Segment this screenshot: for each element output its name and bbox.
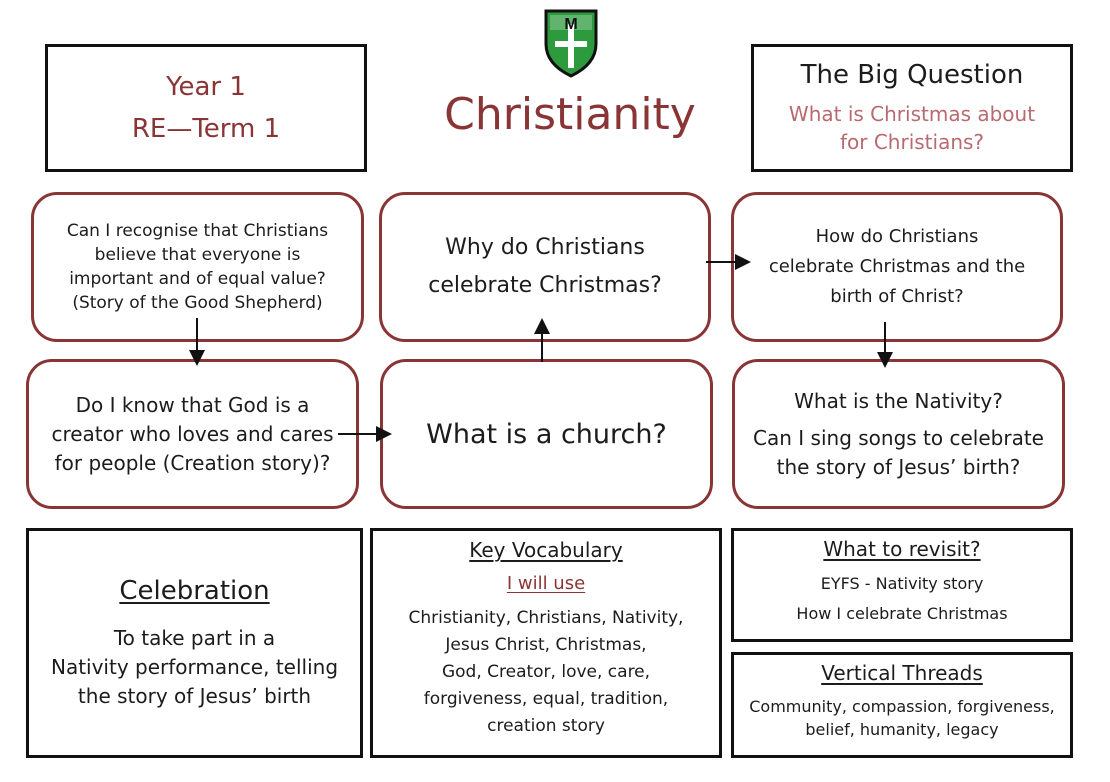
- page-title: Christianity: [444, 88, 696, 140]
- big-question-line-1: What is Christmas about: [788, 102, 1036, 126]
- step-text-line: Why do Christians: [445, 235, 645, 260]
- threads-box: [731, 652, 1073, 758]
- step-text-line: How do Christians: [815, 226, 979, 247]
- step-text-line: believe that everyone is: [94, 245, 301, 265]
- revisit-box: [731, 528, 1073, 642]
- vocabulary-line: forgiveness, equal, tradition,: [423, 689, 669, 709]
- vocabulary-title: Key Vocabulary: [469, 538, 623, 562]
- big-question-line-2: for Christians?: [839, 130, 985, 154]
- step-text-line: Can I recognise that Christians: [66, 221, 329, 241]
- step-text-line: the story of Jesus’ birth?: [776, 454, 1021, 479]
- vocabulary-line: God, Creator, love, care,: [441, 662, 651, 682]
- year-label: Year 1: [166, 72, 246, 102]
- step-text-line: What is the Nativity?: [794, 388, 1003, 413]
- threads-title: Vertical Threads: [821, 661, 983, 685]
- logo-letter: M: [564, 16, 578, 33]
- step-text-line: for people (Creation story)?: [54, 450, 331, 475]
- revisit-title: What to revisit?: [823, 537, 981, 561]
- celebration-line: Nativity performance, telling: [50, 654, 339, 679]
- vocabulary-box: [370, 528, 722, 758]
- step-text-line: celebrate Christmas?: [428, 273, 662, 298]
- revisit-line: How I celebrate Christmas: [796, 604, 1008, 623]
- celebration-title: Celebration: [119, 575, 270, 606]
- step-text-line: Can I sing songs to celebrate: [753, 425, 1044, 450]
- step-text-line: birth of Christ?: [830, 286, 964, 307]
- vocabulary-line: Christianity, Christians, Nativity,: [408, 608, 684, 628]
- step-text-line: Do I know that God is a: [75, 392, 310, 417]
- threads-line: Community, compassion, forgiveness,: [749, 697, 1055, 716]
- vocabulary-subtitle: I will use: [506, 573, 586, 594]
- step-text-line: (Story of the Good Shepherd): [72, 293, 323, 313]
- vocabulary-line: Jesus Christ, Christmas,: [445, 635, 647, 655]
- vocabulary-line: creation story: [487, 716, 605, 736]
- celebration-box: [26, 528, 363, 758]
- revisit-line: EYFS - Nativity story: [820, 574, 984, 593]
- term-label: RE—Term 1: [131, 114, 281, 144]
- big-question-title: The Big Question: [800, 60, 1024, 90]
- step-text-line: important and of equal value?: [69, 269, 326, 289]
- celebration-line: To take part in a: [113, 625, 276, 650]
- step-text-line: creator who loves and cares: [51, 421, 334, 446]
- threads-line: belief, humanity, legacy: [805, 720, 999, 739]
- step-text-line: celebrate Christmas and the: [768, 256, 1026, 277]
- step-text-line: What is a church?: [426, 418, 667, 450]
- celebration-line: the story of Jesus’ birth: [77, 683, 312, 708]
